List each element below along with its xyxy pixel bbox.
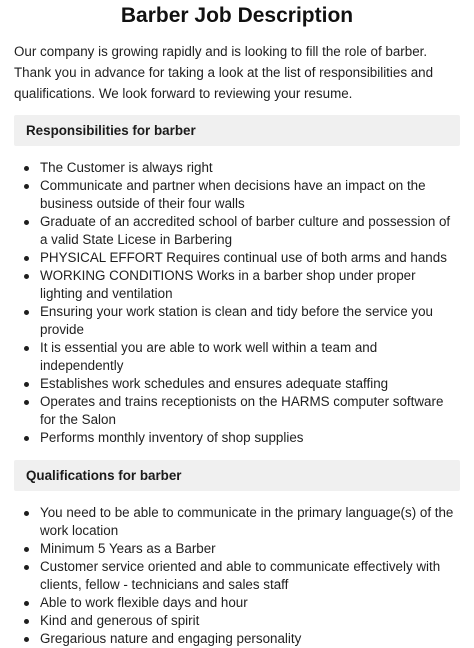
responsibilities-list <box>14 159 460 447</box>
list-item-text: Communicate and partner when decisions have an impact on the business outside of their four walls <box>40 178 426 211</box>
list-item <box>14 540 460 558</box>
list-item <box>14 429 460 447</box>
list-item-text: Kind and generous of spirit <box>40 613 200 628</box>
qualifications-list <box>14 504 460 648</box>
list-item-text: Able to work flexible days and hour <box>40 595 248 610</box>
list-item <box>14 630 460 648</box>
list-item-text: You need to be able to communicate in the primary language(s) of the work location <box>40 505 454 538</box>
list-item-text: Ensuring your work station is clean and tidy before the service you provide <box>40 304 433 337</box>
list-item <box>14 375 460 393</box>
list-item <box>14 159 460 177</box>
bullet-icon <box>24 310 29 315</box>
page-title: Barber Job Description <box>120 4 354 27</box>
list-item <box>14 504 460 540</box>
bullet-icon <box>24 184 29 189</box>
bullet-icon <box>24 400 29 405</box>
bullet-icon <box>24 601 29 606</box>
bullet-icon <box>24 565 29 570</box>
list-item-text: Customer service oriented and able to communicate effectively with clients, fellow - technicians and sales staff <box>40 559 441 592</box>
list-item-text: Operates and trains receptionists on the HARMS computer software for the Salon <box>40 394 444 427</box>
list-item-text: Gregarious nature and engaging personality <box>40 631 302 646</box>
list-item-text: Graduate of an accredited school of barber culture and possession of a valid State Licese in Barbering <box>40 214 451 247</box>
bullet-icon <box>24 256 29 261</box>
responsibilities-heading: Responsibilities for barber <box>14 115 460 146</box>
bullet-icon <box>24 220 29 225</box>
list-item-text: Performs monthly inventory of shop supplies <box>40 430 304 445</box>
list-item <box>14 267 460 303</box>
list-item <box>14 303 460 339</box>
bullet-icon <box>24 166 29 171</box>
bullet-icon <box>24 619 29 624</box>
list-item <box>14 612 460 630</box>
list-item-text: The Customer is always right <box>40 160 213 175</box>
list-item <box>14 594 460 612</box>
bullet-icon <box>24 511 29 516</box>
bullet-icon <box>24 346 29 351</box>
list-item <box>14 249 460 267</box>
list-item <box>14 177 460 213</box>
list-item <box>14 339 460 375</box>
bullet-icon <box>24 382 29 387</box>
bullet-icon <box>24 637 29 642</box>
list-item <box>14 213 460 249</box>
list-item-text: Minimum 5 Years as a Barber <box>40 541 216 556</box>
list-item-text: It is essential you are able to work well within a team and independently <box>40 340 378 373</box>
list-item <box>14 558 460 594</box>
list-item-text: WORKING CONDITIONS Works in a barber shop under proper lighting and ventilation <box>40 268 416 301</box>
list-item <box>14 393 460 429</box>
intro-paragraph: Our company is growing rapidly and is looking to fill the role of barber. Thank you in advance for taking a look at the list of responsibilities and qualifications. We look forward to reviewing your resume. <box>14 44 434 101</box>
bullet-icon <box>24 547 29 552</box>
qualifications-heading: Qualifications for barber <box>14 460 460 491</box>
bullet-icon <box>24 436 29 441</box>
bullet-icon <box>24 274 29 279</box>
list-item-text: PHYSICAL EFFORT Requires continual use of both arms and hands <box>40 250 447 265</box>
list-item-text: Establishes work schedules and ensures adequate staffing <box>40 376 389 391</box>
